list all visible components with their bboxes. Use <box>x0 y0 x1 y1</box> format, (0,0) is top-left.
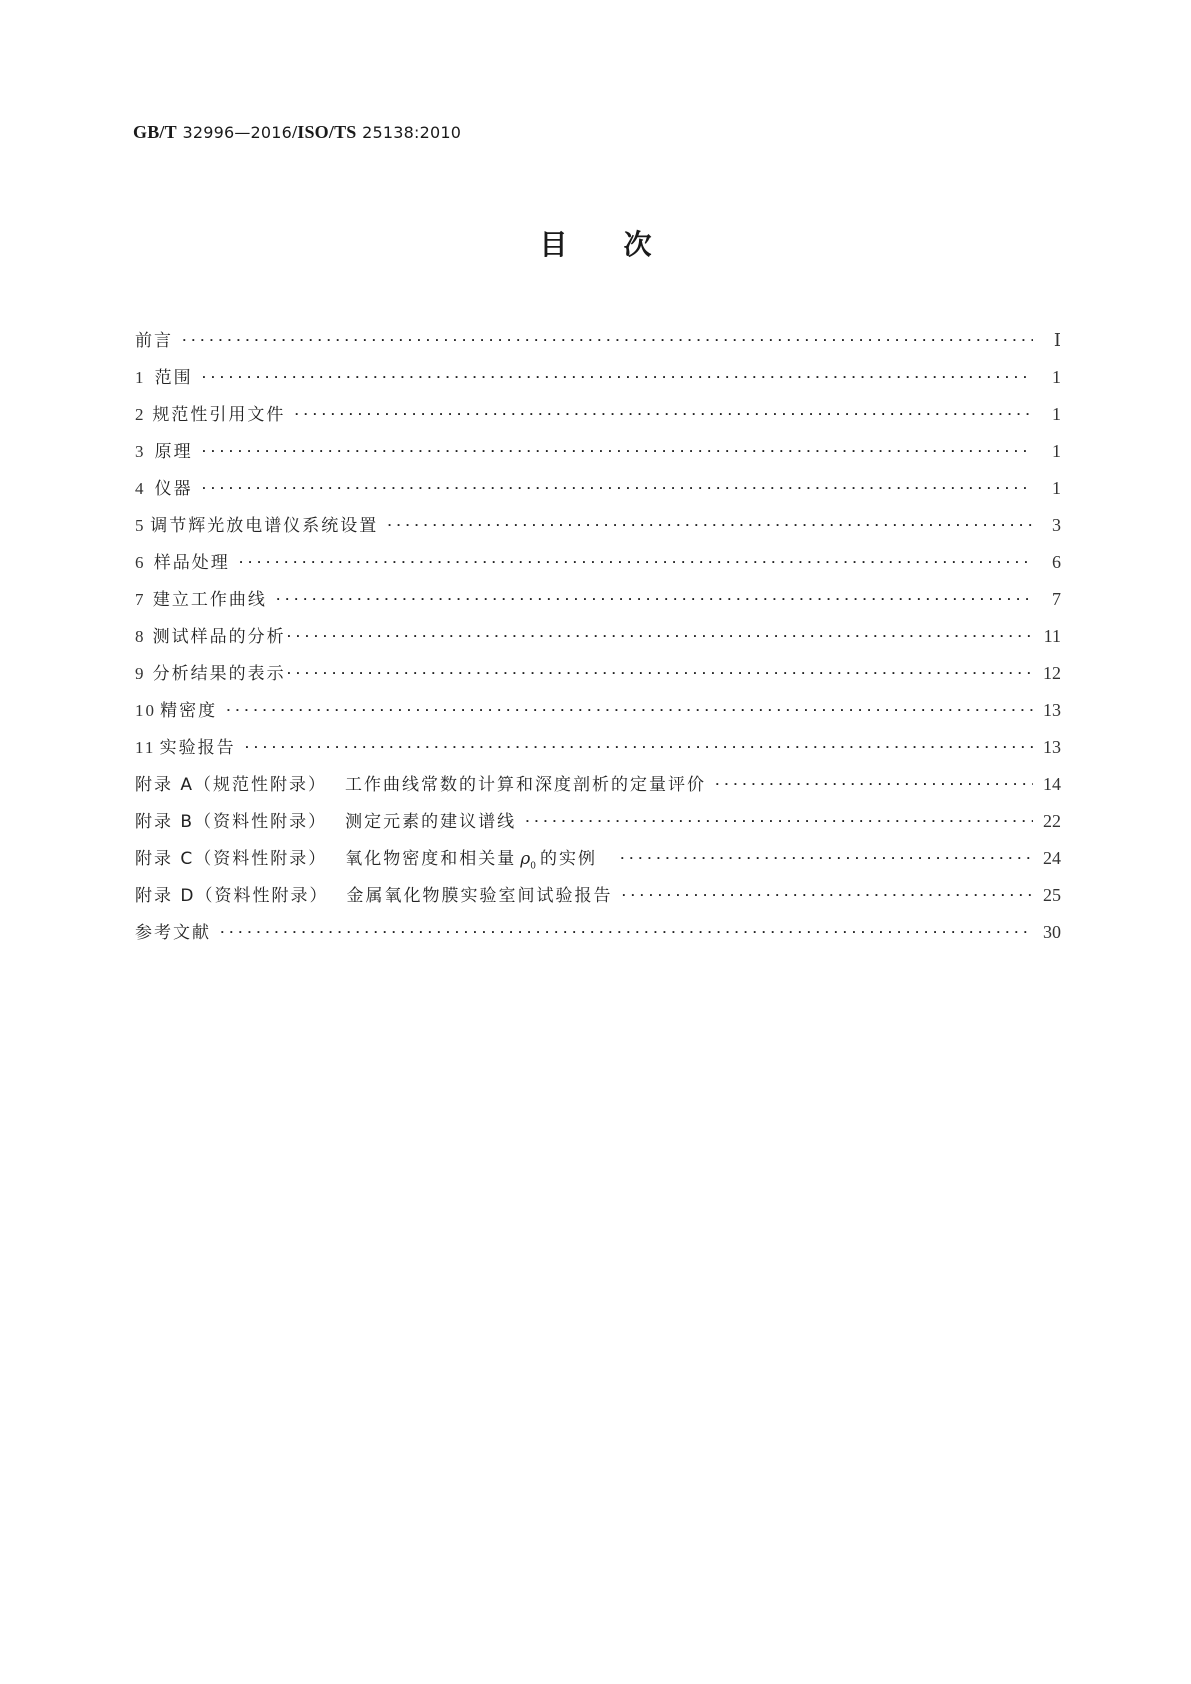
dot-leader <box>293 409 1033 420</box>
dot-leader <box>244 742 1033 753</box>
toc-entry-bibliography[interactable] <box>135 918 1061 955</box>
annex-title: 工作曲线常数的计算和深度剖析的定量评价 <box>345 775 707 795</box>
toc-entry-11[interactable] <box>135 733 1061 770</box>
toc-label: 分析结果的表示 <box>152 664 286 684</box>
toc-page-number: 25 <box>1043 885 1061 905</box>
toc-entry-annex-d[interactable] <box>135 881 1061 918</box>
separator: / <box>292 122 298 142</box>
toc-page-number: 13 <box>1043 700 1061 720</box>
standard-prefix: GB/T <box>133 122 177 142</box>
toc-label: 调节辉光放电谱仪系统设置 <box>150 516 379 536</box>
toc-number: 1 <box>135 368 146 387</box>
toc-number: 2 <box>135 405 146 424</box>
standard-number: 32996—2016 <box>182 123 293 142</box>
toc-number: 5 <box>135 516 146 535</box>
page-title: 目次 <box>539 228 708 261</box>
toc-label <box>135 844 597 871</box>
toc-label: 参考文献 <box>135 923 211 943</box>
iso-prefix: ISO/TS <box>297 122 357 142</box>
dot-leader <box>201 483 1033 494</box>
toc-page-number: 11 <box>1043 626 1061 646</box>
toc-label: 仪器 <box>154 479 193 499</box>
toc-entry-10[interactable] <box>135 696 1061 733</box>
toc-page-number: 1 <box>1052 478 1061 498</box>
toc-page-number: 1 <box>1052 367 1061 387</box>
toc-label: 范围 <box>154 368 193 388</box>
dot-leader <box>619 853 1033 864</box>
dot-leader <box>714 779 1033 790</box>
toc-entry-foreword[interactable] <box>135 326 1061 363</box>
toc-entry-7[interactable] <box>135 585 1061 622</box>
annex-title: 测定元素的建议谱线 <box>345 812 517 832</box>
toc-page-number: 3 <box>1052 515 1061 535</box>
toc-entry-5[interactable] <box>135 511 1061 548</box>
toc-entry-2[interactable] <box>135 400 1061 437</box>
toc-entry-9[interactable] <box>135 659 1061 696</box>
toc-entry-8[interactable] <box>135 622 1061 659</box>
dot-leader <box>201 446 1033 457</box>
toc-number: 10 <box>135 701 156 720</box>
dot-leader <box>286 668 1033 679</box>
annex-title-after: 的实例 <box>540 849 598 869</box>
toc-page-number: 30 <box>1043 922 1061 942</box>
annex-prefix: 附录 A（规范性附录） <box>135 775 328 795</box>
toc-entry-annex-c[interactable] <box>135 844 1061 881</box>
toc-number: 7 <box>135 590 146 609</box>
rho-symbol: $\rho_0$ <box>520 849 537 872</box>
toc-page-number: 13 <box>1043 737 1061 757</box>
toc-entry-3[interactable] <box>135 437 1061 474</box>
dot-leader <box>275 594 1033 605</box>
dot-leader <box>238 557 1033 568</box>
dot-leader <box>524 816 1033 827</box>
dot-leader <box>201 372 1033 383</box>
toc-entry-6[interactable] <box>135 548 1061 585</box>
table-of-contents <box>135 326 1061 955</box>
toc-label: 精密度 <box>160 701 218 721</box>
dot-leader <box>286 631 1033 642</box>
toc-entry-annex-b[interactable] <box>135 807 1061 844</box>
toc-label <box>135 881 613 906</box>
toc-page-number: 14 <box>1043 774 1061 794</box>
toc-label <box>135 807 516 832</box>
annex-prefix: 附录 C（资料性附录） <box>135 849 328 869</box>
toc-number: 3 <box>135 442 146 461</box>
dot-leader <box>181 335 1033 346</box>
toc-page-number: 12 <box>1043 663 1061 683</box>
annex-prefix: 附录 B（资料性附录） <box>135 812 328 832</box>
toc-entry-annex-a[interactable] <box>135 770 1061 807</box>
dot-leader <box>219 927 1033 938</box>
toc-entry-1[interactable] <box>135 363 1061 400</box>
toc-label: 前言 <box>135 331 173 351</box>
dot-leader <box>386 520 1033 531</box>
toc-label: 实验报告 <box>159 738 236 758</box>
toc-page-number: 24 <box>1043 848 1061 868</box>
dot-leader <box>621 890 1034 901</box>
dot-leader <box>225 705 1033 716</box>
toc-page-number: 6 <box>1052 552 1061 572</box>
standard-code-header <box>133 122 461 143</box>
toc-page-number: 1 <box>1052 404 1061 424</box>
annex-title: 金属氧化物膜实验室间试验报告 <box>346 886 613 906</box>
toc-label <box>135 770 706 795</box>
annex-title-before: 氧化物密度和相关量 <box>345 849 517 869</box>
annex-prefix: 附录 D（资料性附录） <box>135 886 329 906</box>
toc-label: 规范性引用文件 <box>152 405 286 425</box>
toc-page-number: 22 <box>1043 811 1061 831</box>
toc-page-number: 1 <box>1052 441 1061 461</box>
toc-number: 4 <box>135 479 146 498</box>
toc-page-number: 7 <box>1052 589 1061 609</box>
toc-page-number: Ⅰ <box>1053 330 1061 350</box>
iso-number: 25138:2010 <box>362 123 462 142</box>
toc-label: 测试样品的分析 <box>152 627 286 647</box>
toc-label: 建立工作曲线 <box>152 590 267 610</box>
toc-number: 8 <box>135 627 146 646</box>
toc-number: 11 <box>135 738 156 757</box>
toc-number: 6 <box>135 553 146 572</box>
toc-entry-4[interactable] <box>135 474 1061 511</box>
toc-number: 9 <box>135 664 146 683</box>
toc-label: 样品处理 <box>153 553 230 573</box>
toc-label: 原理 <box>154 442 193 462</box>
